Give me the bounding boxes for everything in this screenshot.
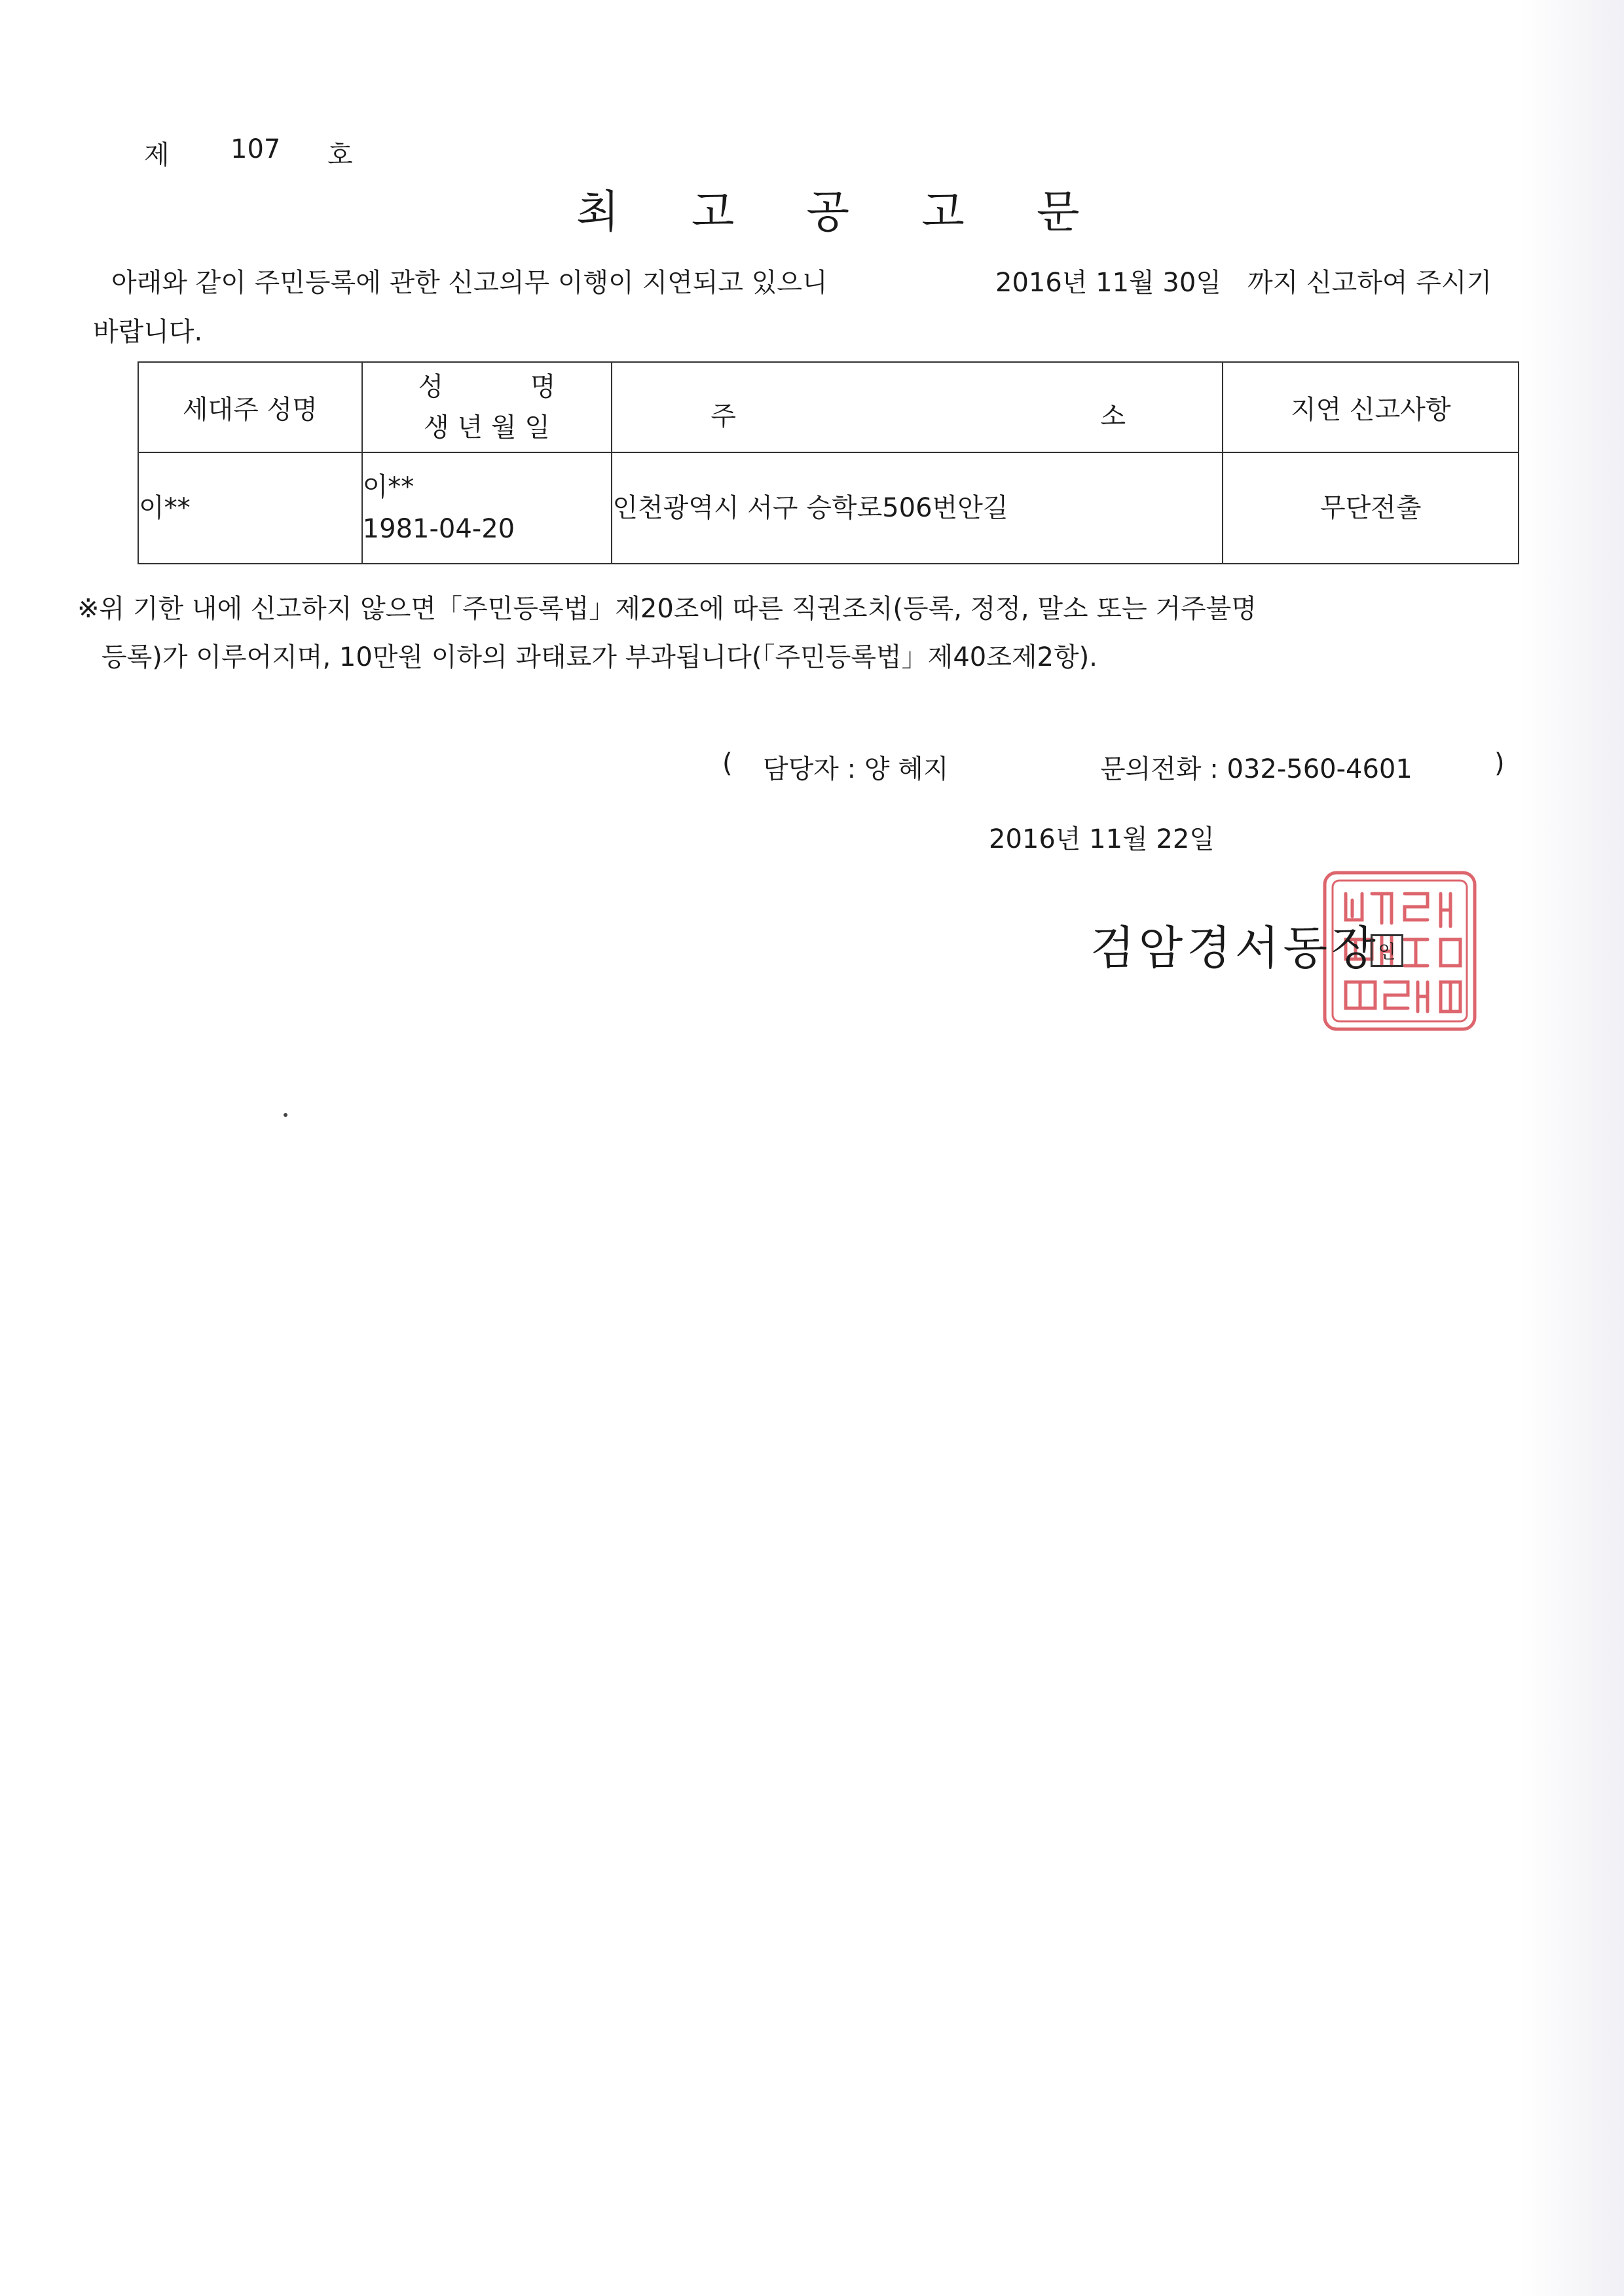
deadline-date: 2016년 11월 30일 xyxy=(995,268,1221,298)
header-name-birth xyxy=(362,362,612,452)
title-char: 최 xyxy=(576,187,619,238)
cell-address: 인천광역시 서구 승학로506번안길 xyxy=(612,452,1223,564)
title-char: 공 xyxy=(806,187,850,238)
intro-text: 아래와 같이 주민등록에 관한 신고의무 이행이 지연되고 있으니 xyxy=(111,268,828,298)
header-delayed: 지연 신고사항 xyxy=(1223,362,1519,452)
footnote-line2: 등록)가 이루어지며, 10만원 이하의 과태료가 부과됩니다(「주민등록법」제40조제2항). xyxy=(101,642,1098,672)
contact-open-paren: ( xyxy=(722,748,733,778)
doc-number-prefix: 제 xyxy=(144,140,170,170)
page-title xyxy=(576,177,1152,240)
cell-name-birth xyxy=(362,452,612,564)
scan-speck xyxy=(284,1113,287,1117)
signer-title: 검암경서동장 xyxy=(1090,921,1380,975)
title-char: 문 xyxy=(1036,187,1080,238)
table-row xyxy=(138,452,1519,564)
table-header-row xyxy=(138,362,1519,452)
cell-name: 이** xyxy=(362,472,415,502)
issue-date: 2016년 11월 22일 xyxy=(989,824,1215,854)
header-address xyxy=(612,362,1223,452)
doc-number: 107 xyxy=(231,134,281,164)
header-name: 성 명 xyxy=(418,372,556,402)
cell-birth: 1981-04-20 xyxy=(362,514,515,544)
contact-close-paren: ) xyxy=(1494,748,1505,778)
header-address-left: 주 xyxy=(710,401,737,431)
cell-householder: 이** xyxy=(138,452,362,564)
intro-text-line2: 바랍니다. xyxy=(93,317,203,347)
scan-edge-shading xyxy=(1519,0,1624,2296)
title-char: 고 xyxy=(691,187,735,238)
header-birth: 생 년 월 일 xyxy=(424,412,550,443)
notice-table xyxy=(138,361,1519,564)
cell-delayed: 무단전출 xyxy=(1223,452,1519,564)
contact-phone: 문의전화 : 032-560-4601 xyxy=(1100,754,1412,784)
doc-number-suffix: 호 xyxy=(327,140,353,170)
footnote-line1: ※위 기한 내에 신고하지 않으면「주민등록법」제20조에 따른 직권조치(등록, 정정, 말소 또는 거주불명 xyxy=(77,594,1257,624)
contact-person: 담당자 : 양 혜지 xyxy=(763,754,949,784)
header-address-right: 소 xyxy=(1100,401,1126,431)
intro-text-end: 까지 신고하여 주시기 xyxy=(1247,268,1492,298)
seal-mark: 인 xyxy=(1371,934,1403,967)
header-householder: 세대주 성명 xyxy=(138,362,362,452)
title-char: 고 xyxy=(921,187,965,238)
